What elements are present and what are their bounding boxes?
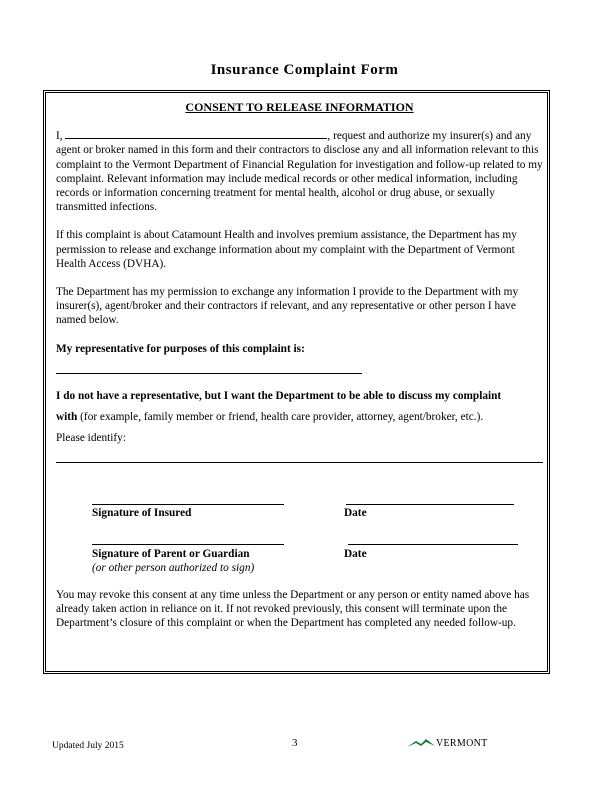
consent-box: [43, 90, 550, 674]
form-title: Insurance Complaint Form: [210, 62, 399, 78]
mountain-icon: [407, 737, 435, 749]
please-identify: Please identify:: [56, 432, 126, 444]
signature-insured-label: Signature of Insured: [92, 507, 192, 519]
consent-paragraph-2: If this complaint is about Catamount Health and involves premium assistance, the Department has my permission to release and exchange information about my complaint with the Department of Vermont Health Access (DVHA).: [56, 229, 517, 270]
revoke-paragraph: You may revoke this consent at any time unless the Department or any person or entity named above has already taken action in reliance on it. If not revoked previously, this consent will terminate upon the Department’s closure of this complaint or when the Department has completed any needed follow-up.: [56, 589, 530, 630]
no-rep-with: with: [56, 411, 78, 423]
name-blank[interactable]: [65, 127, 327, 139]
consent-paragraph-3: The Department has my permission to exchange any information I provide to the Department with my insurer(s), agent/broker and their contractors if relevant, and any representative or other person I have named below.: [56, 286, 519, 327]
representative-line[interactable]: [56, 373, 362, 374]
updated-date: Updated July 2015: [52, 741, 124, 751]
consent-prefix: I,: [56, 130, 63, 143]
signature-insured-line[interactable]: [92, 504, 284, 505]
page-number: 3: [292, 737, 298, 749]
date2-line[interactable]: [348, 544, 518, 545]
date1-label: Date: [344, 507, 367, 519]
representative-label: My representative for purposes of this complaint is:: [56, 342, 305, 355]
signature-parent-label: Signature of Parent or Guardian: [92, 548, 250, 560]
consent-heading: CONSENT TO RELEASE INFORMATION: [185, 100, 414, 114]
date2-label: Date: [344, 548, 367, 560]
no-rep-line2: [56, 411, 483, 423]
consent-paragraph-1: [56, 127, 543, 214]
signature-parent-note: (or other person authorized to sign): [92, 562, 255, 574]
vermont-logo-text: VERMONT: [436, 737, 488, 749]
consent-body: any agent or broker named in this form and their contractors to disclose any and all information relevant to this complaint to the Vermont Department of Financial Regulation for investigation and follow-up related to my complaint. Relevant information may include medical records or other medical information, including records or information concerning treatment for mental health, alcohol or drug abuse, or sexually transmitted infections.: [56, 130, 543, 214]
no-rep-line1: I do not have a representative, but I want the Department to be able to discuss my complaint: [56, 390, 502, 402]
vermont-logo: [407, 737, 488, 749]
date1-line[interactable]: [346, 504, 514, 505]
identify-line[interactable]: [56, 462, 543, 463]
signature-parent-line[interactable]: [92, 544, 284, 545]
no-rep-examples: (for example, family member or friend, health care provider, attorney, agent/broker, etc.).: [77, 411, 484, 423]
consent-line1: , request and authorize my insurer(s) and: [327, 130, 513, 143]
